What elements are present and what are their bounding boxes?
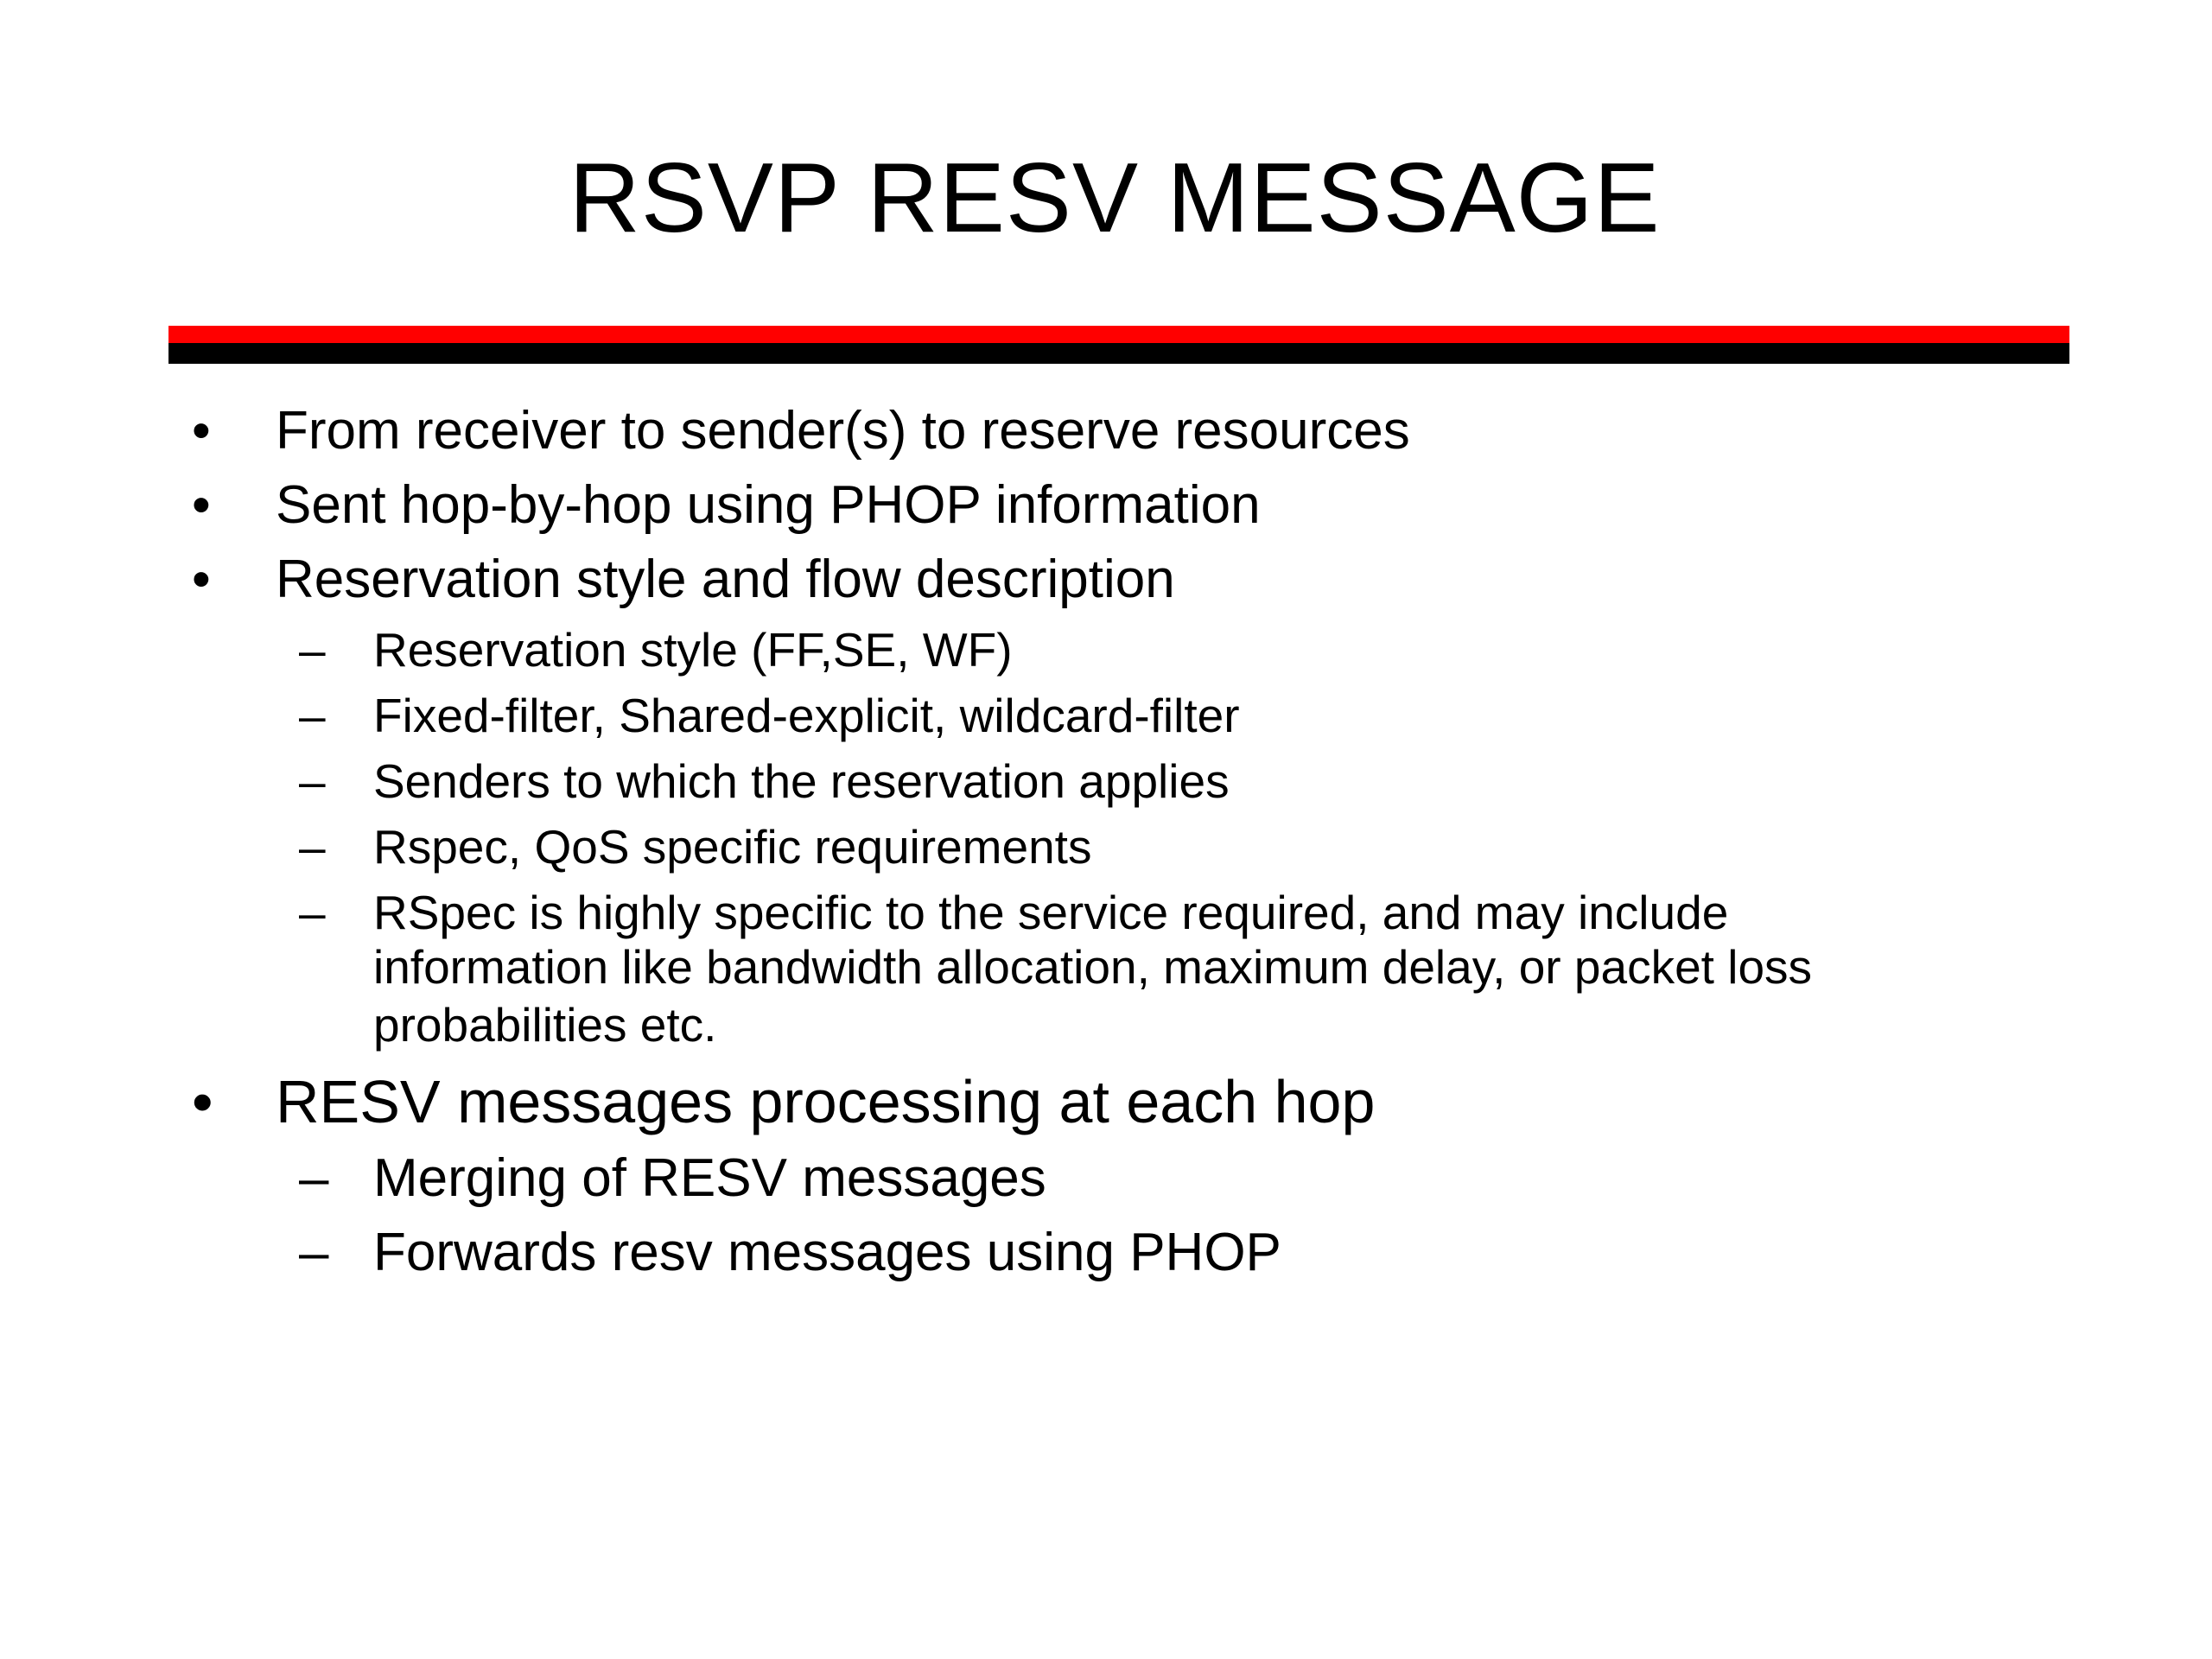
sub-item: Merging of RESV messages (373, 1148, 1046, 1208)
dash-icon: – (299, 754, 326, 808)
sub-item: Reservation style (FF,SE, WF) (373, 623, 1013, 677)
bullet-icon: • (192, 475, 211, 535)
slide-title: RSVP RESV MESSAGE (569, 143, 1661, 253)
sub-item: Rspec, QoS specific requirements (373, 820, 1092, 874)
bullet-item: Reservation style and flow description (276, 550, 1175, 609)
dash-icon: – (299, 1223, 329, 1282)
bullet-icon: • (192, 1068, 213, 1135)
sub-item: Fixed-filter, Shared-explicit, wildcard-filter (373, 689, 1240, 742)
sub-item: Senders to which the reservation applies (373, 754, 1230, 808)
bullet-item: Sent hop-by-hop using PHOP information (276, 475, 1261, 535)
sub-item-line: probabilities etc. (373, 998, 717, 1052)
bullet-item: From receiver to sender(s) to reserve resources (276, 401, 1410, 461)
bullet-icon: • (192, 550, 211, 609)
bullet-icon: • (192, 401, 211, 461)
dash-icon: – (299, 1148, 329, 1208)
sub-item-line: RSpec is highly specific to the service required, and may include (373, 886, 1729, 939)
dash-icon: – (299, 886, 326, 939)
sub-item-line: information like bandwidth allocation, maximum delay, or packet loss (373, 940, 1813, 994)
dash-icon: – (299, 820, 326, 874)
dash-icon: – (299, 689, 326, 742)
bullet-item: RESV messages processing at each hop (276, 1068, 1376, 1135)
sub-item: Forwards resv messages using PHOP (373, 1223, 1281, 1282)
dash-icon: – (299, 623, 326, 677)
